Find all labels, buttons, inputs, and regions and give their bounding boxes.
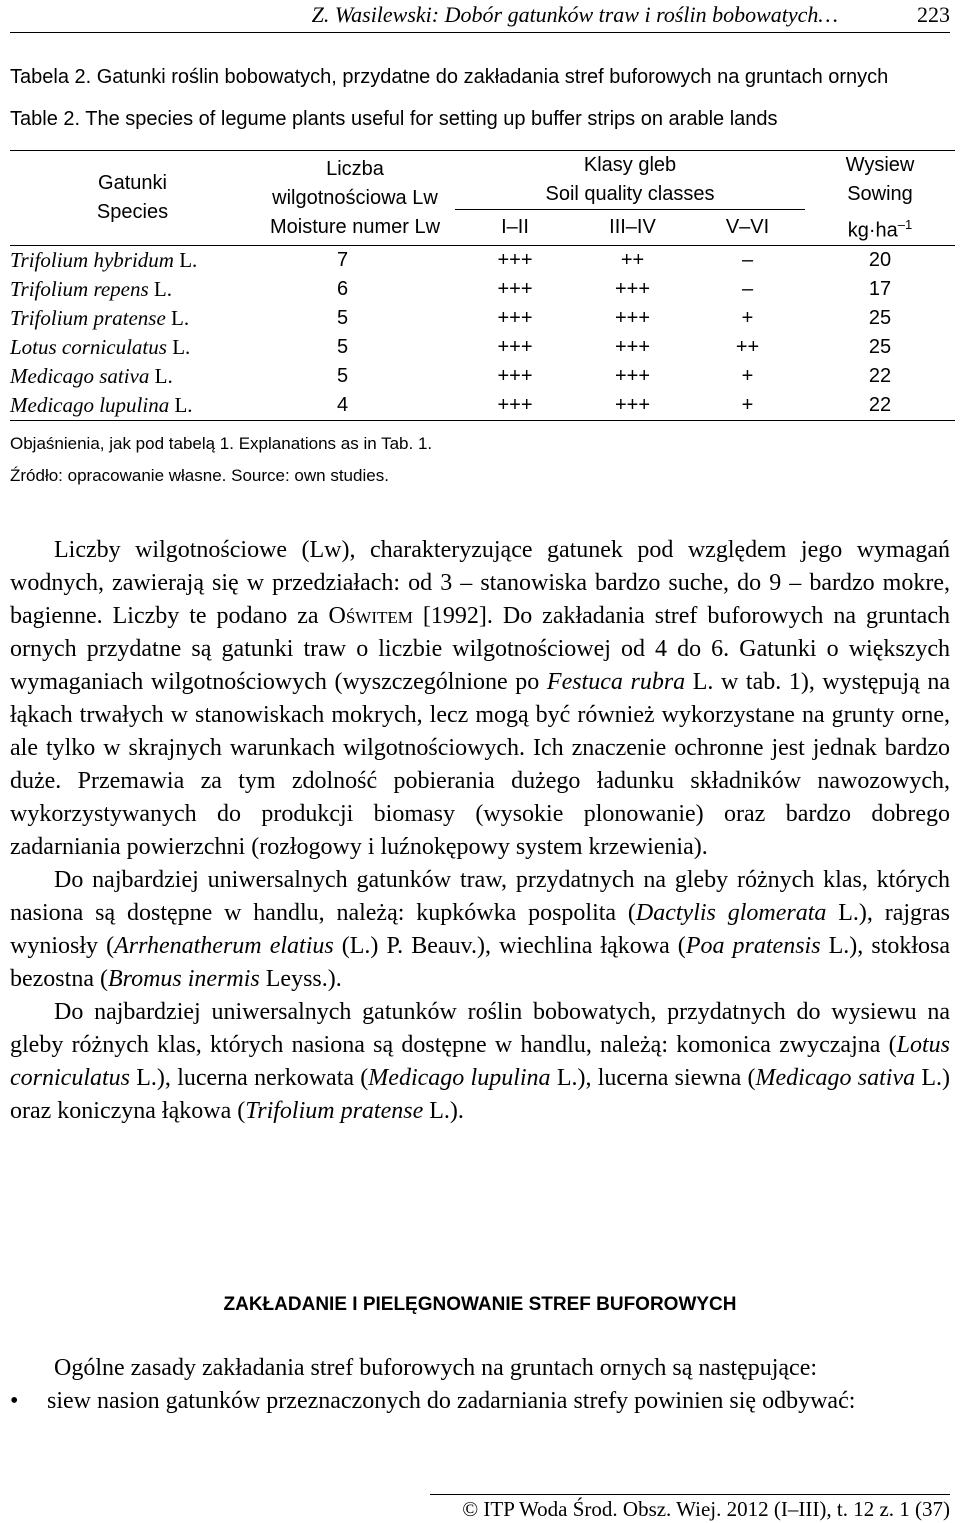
running-header bbox=[10, 2, 950, 33]
section-intro: Ogólne zasady zakładania stref buforowych na gruntach ornych są następujące: bbox=[54, 1355, 818, 1381]
header-sowing-en: Sowing bbox=[847, 183, 913, 206]
paragraph-grass-species: Do najbardziej uniwersalnych gatunków traw, przydatnych na gleby różnych klas, których nasiona są dostępne w handlu, należą: kupkówka pospolita (Dactylis glomerata L.), rajgras wyniosły (Arrhenatherum elatius (L.) P. Beauv.), wiechlina łąkowa (Poa pratensis L.), stokłosa bezostna (Bromus inermis Leyss.). bbox=[10, 867, 951, 992]
header-soil-classes: Klasy gleb bbox=[455, 151, 805, 181]
running-title: Z. Wasilewski: Dobór gatunków traw i roślin bobowatych… bbox=[311, 2, 838, 27]
footer-citation: © ITP Woda Środ. Obsz. Wiej. 2012 (I–III), t. 12 z. 1 (37) bbox=[430, 1494, 950, 1522]
table-caption-pl: Tabela 2. Gatunki roślin bobowatych, przydatne do zakładania stref buforowych na gruntach ornych bbox=[10, 66, 889, 88]
legume-species-table bbox=[10, 150, 955, 421]
header-class-1: I–II bbox=[455, 210, 575, 246]
table-row: Medicago sativa L. 5 +++ +++ + 22 bbox=[10, 364, 892, 389]
table-row: Trifolium pratense L. 5 +++ +++ + 25 bbox=[10, 306, 892, 331]
page-number: 223 bbox=[917, 2, 950, 27]
paragraph-legume-species: Do najbardziej uniwersalnych gatunków roślin bobowatych, przydatnych do wysiewu na gleby różnych klas, których nasiona są dostępne w handlu, należą: komonica zwyczajna (Lotus corniculatus L.), lucerna nerkowata (Medicago lupulina L.), lucerna siewna (Medicago sativa L.) oraz koniczyna łąkowa (Trifolium pratense L.). bbox=[10, 999, 951, 1124]
header-class-3: V–VI bbox=[690, 210, 805, 246]
table-caption-en: Table 2. The species of legume plants useful for setting up buffer strips on arable lands bbox=[10, 108, 778, 130]
table-note-source: Źródło: opracowanie własne. Source: own studies. bbox=[10, 466, 389, 485]
header-sowing-unit: $kg\cdot ha^{-1}$ bbox=[805, 210, 955, 246]
bullet-text: siew nasion gatunków przeznaczonych do zadarniania strefy powinien się odbywać: bbox=[47, 1388, 856, 1414]
header-species: Gatunki Species bbox=[10, 151, 255, 246]
header-soil-classes-en: Soil quality classes bbox=[545, 183, 715, 205]
paragraph-moisture-numbers: Liczby wilgotnościowe (Lw), charakteryzujące gatunek pod względem jego wymagań wodnych, zawierają się w przedziałach: od 3 – stanowiska bardzo suche, do 9 – bardzo mokre, bagienne. Liczby te podano za Oświtem [1992]. Do zakładania stref buforowych na gruntach ornych przydatne są gatunki traw o liczbie wilgotnościowej od 4 do 6. Gatunki o większych wymaganiach wilgotnościowych (wyszczególnione po Festuca rubra L. w tab. 1), występują na łąkach trwałych w stanowiskach mokrych, lecz mogą być również wykorzystane na grunty orne, ale tylko w skrajnych warunkach wilgotnościowych. Ich znaczenie ochronne jest jednak bardzo duże. Przemawia za tym zdolność pobierania dużego ładunku składników nawozowych, wykorzystywanych do produkcji biomasy (wysokie plonowanie) oraz bardzo dobrego zadarniania powierzchni (rozłogowy i luźnokępowy system krzewienia). bbox=[10, 537, 950, 860]
table-row: Trifolium repens L. 6 +++ +++ – 17 bbox=[10, 277, 892, 302]
table-note-explanations: Objaśnienia, jak pod tabelą 1. Explanations as in Tab. 1. bbox=[10, 434, 433, 453]
header-moisture: Liczba wilgotnościowa Lw Moisture numer Lw bbox=[255, 151, 455, 246]
table-row: Trifolium hybridum L. 7 +++ ++ – 20 bbox=[10, 248, 892, 273]
body-text bbox=[10, 534, 950, 1128]
table-row: Medicago lupulina L. 4 +++ +++ + 22 bbox=[10, 391, 955, 421]
header-class-2: III–IV bbox=[575, 210, 690, 246]
section-title: ZAKŁADANIE I PIELĘGNOWANIE STREF BUFOROWYCH bbox=[223, 1294, 737, 1315]
header-sowing-pl: Wysiew bbox=[805, 151, 955, 181]
table-row: Lotus corniculatus L. 5 +++ +++ ++ 25 bbox=[10, 335, 892, 360]
bullet-item bbox=[10, 1385, 950, 1418]
bullet-icon: • bbox=[10, 1388, 19, 1414]
